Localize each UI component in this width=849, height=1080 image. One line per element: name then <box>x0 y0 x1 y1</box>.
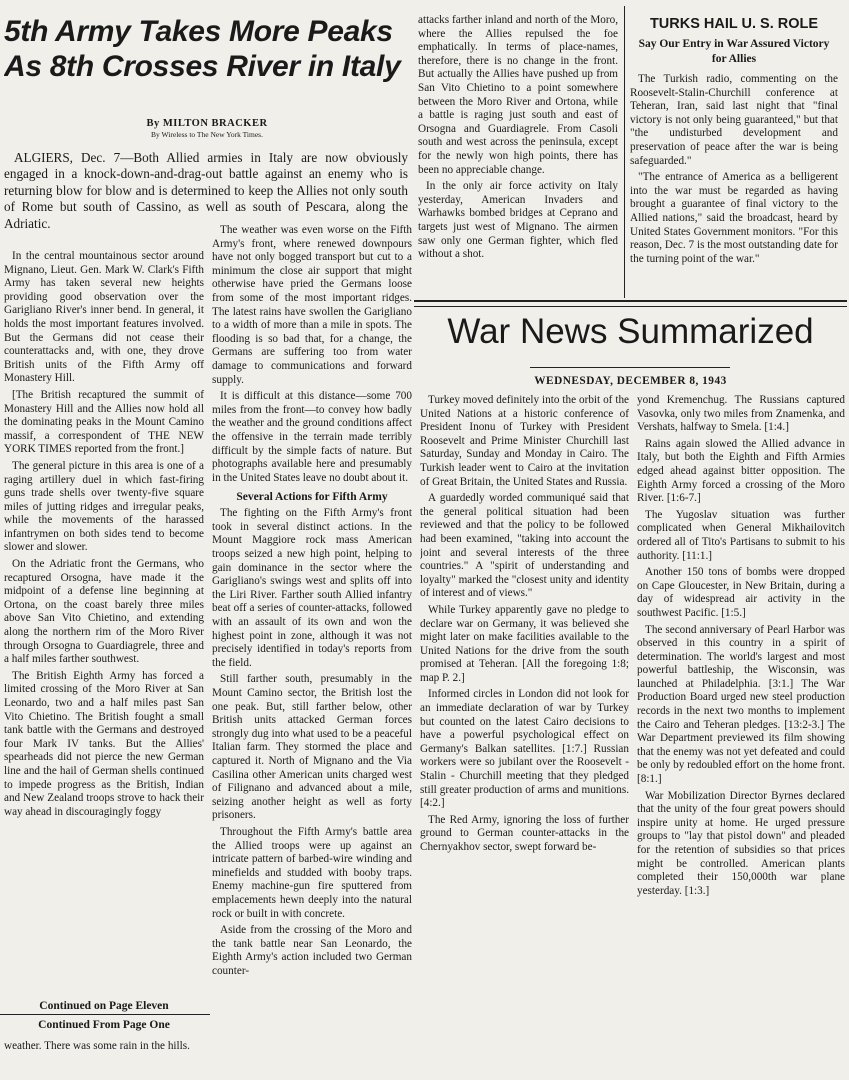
summary-dateline: WEDNESDAY, DECEMBER 8, 1943 <box>534 375 727 387</box>
col3-para: In the only air force activity on Italy yesterday, American Invaders and Warhawks bombed bridges at Ceprano and targets just west of Mignano. The airmen saw only one German fighter, which fled without a shot. <box>418 180 618 261</box>
summary-column-a <box>420 394 629 1078</box>
summary-headline: War News Summarized <box>447 312 814 351</box>
divider <box>0 1014 210 1015</box>
turks-article <box>630 8 838 298</box>
col1-tail-text: weather. There was some rain in the hills. <box>4 1040 190 1052</box>
col1-para: On the Adriatic front the Germans, who recaptured Orsogna, have made it the midpoint of a defense line beginning at Ortona, on the coast barely three miles above San Vito Chietino, and extending along the northern rim of the Moro River through Orsogna to Guardiagrele, three and a half miles farther southwest. <box>4 558 204 666</box>
divider <box>414 300 847 302</box>
summary-para: Informed circles in London did not look for an immediate declaration of war by Turkey but counted on the latest Cairo decisions to have a powerful psychological effect on Germany's Balkan satellites. [1:7.] Russian workers were so jubilant over the Roosevelt - Stalin - Churchill meeting that they pledged still greater production of arms and munitions. [4:2.] <box>420 688 629 810</box>
byline: By MILTON BRACKER <box>146 118 268 129</box>
headline-line-1: 5th Army Takes More Peaks <box>4 15 393 48</box>
summary-para: War Mobilization Director Byrnes declared that the unity of the four great powers should inspire unity at home. He urged pressure groups to "lay that pistol down" and pleaded for the retention of subsidies so that prices might be controlled. American plants completed their 150,000th war plane yesterday. [1:3.] <box>637 789 845 897</box>
summary-para: The Yugoslav situation was further complicated when General Mikhailovitch ordered all of Tito's Partisans to submit to his authority. [11:1.] <box>637 508 845 562</box>
article-column-2 <box>212 224 412 1078</box>
col2-subhead: Several Actions for Fifth Army <box>236 491 388 504</box>
col2-para: Throughout the Fifth Army's battle area the Allied troops were up against an intricate pattern of barbed-wire winding and minefields and studded with booby traps. Enemy machine-gun fire sputtered from emplacements hewn deeply into the natural rock or built in with concrete. <box>212 825 412 920</box>
summary-para: Turkey moved definitely into the orbit of the United Nations at a historic conference of President Inonu of Turkey with President Roosevelt and Prime Minister Churchill last Saturday, Sunday and Monday in Cairo. The Turkish leader went to Cairo at the invitation of Great Britain, the United States and Russia. <box>420 394 629 488</box>
summary-para: yond Kremenchug. The Russians captured Vasovka, only two miles from Znamenka, and Vershats, halfway to Smela. [1:4.] <box>637 394 845 434</box>
col2-para: The weather was even worse on the Fifth Army's front, where renewed downpours have not only bogged transport but cut to a minimum the close air support that might otherwise have pried the Germans loose from some of the most important ridges. The latest rains have swollen the Garigliano to a width of more than a mile in spots. The flooding is so bad that, for a change, the Germans are suffering too from water damage to communications and forward supply. <box>212 224 412 386</box>
divider <box>530 367 730 368</box>
headline-line-2: As 8th Crosses River in Italy <box>4 50 401 83</box>
article-column-1 <box>4 250 204 998</box>
summary-para: While Turkey apparently gave no pledge to declare war on Germany, it was believed she might later on make facilities available to the United Nations for the drive from the south promised at Teheran. [All the foregoing 1:8; map P. 2.] <box>420 603 629 684</box>
turks-para: "The entrance of America as a belligerent into the war must be regarded as having brought a guarantee of final victory to the Allied nations," said the broadcast, heard by United States Government monitors. "For this reason, Dec. 7 is the most outstanding date for the turning point of the war." <box>630 171 838 265</box>
col1-para: The British Eighth Army has forced a limited crossing of the Moro River at San Leonardo, two and a half miles past San Vito Chietino. The British fought a small tank battle with the Germans and destroyed four Mark IV tanks. But the Allies' spearheads did not pierce the new German line and the hail of German shells continued to impede progress as the British, Indian and New Zealand troops strove to hack their way ahead in discouragingly foggy <box>4 669 204 818</box>
col1-para: [The British recaptured the summit of Monastery Hill and the Allies now hold all the dominating peaks in the Mount Camino massif, a correspondent of THE NEW YORK TIMES reported from the front.] <box>4 388 204 456</box>
turks-para: The Turkish radio, commenting on the Roosevelt-Stalin-Churchill conference at Teheran, Iran, said last night that "final victory is not only being guaranteed," but that "the undisturbed development and preservation of peace after the war is being safeguarded." <box>630 73 838 167</box>
col2-para: It is difficult at this distance—some 700 miles from the front—to convey how badly the weather and the ground conditions affect the offensive in the terrain made terribly difficult by the simple facts of nature. But photographs available here and presumably in the United States leave no doubt about it. <box>212 390 412 484</box>
summary-para: The Red Army, ignoring the loss of further ground to German counter-attacks in the Chernyakhov sector, swept forward be- <box>420 813 629 853</box>
byline-credit: By Wireless to The New York Times. <box>151 130 263 139</box>
summary-para: Another 150 tons of bombs were dropped on Cape Gloucester, in New Britain, during a day of widespread air activity in the southwest Pacific. [1:5.] <box>637 566 845 619</box>
lede-text: ALGIERS, Dec. 7—Both Allied armies in Italy are now obviously engaged in a knock-down-and-drag-out battle against an enemy who is returning blow for blow and is determined to keep the Allies not only south of Rome but south of Cassino, as well as south of Pescara, along the Adriatic. <box>4 150 408 231</box>
turks-headline: TURKS HAIL U. S. ROLE <box>649 16 819 32</box>
divider <box>624 6 625 298</box>
turks-subhead: Say Our Entry in War Assured Victory for Allies <box>638 38 830 65</box>
article-column-1-tail <box>4 1040 204 1076</box>
col2-para: Still farther south, presumably in the Mount Camino sector, the British lost the one peak. But, still farther below, other British units attacked German forces strongly dug into what used to be a peaceful Italian farm. They stormed the place and captured it. North of Mignano and the Via Casilina other American units charged west of Filignano and advanced about a mile, seizing another height as well as forty prisoners. <box>212 673 412 822</box>
summary-para: Rains again slowed the Allied advance in Italy, but both the Eighth and Fifth Armies edged ahead against bitter opposition. The Eighth Army forced a crossing of the Moro River. [1:6-7.] <box>637 437 845 505</box>
summary-column-b <box>637 394 845 1078</box>
summary-para: A guardedly worded communiqué said that the general political situation had been reviewed and that the policy to be followed had been examined, "taking into account the joint and several interests of the three countries." A "spirit of understanding and loyalty" marked the "closest unity and identity of interest and of views." <box>420 492 629 600</box>
col2-para: Aside from the crossing of the Moro and the tank battle near San Leonardo, the Eighth Army's action included two German counter- <box>212 924 412 977</box>
col3-para: attacks farther inland and north of the Moro, where the Allies repulsed the foe emphatically. In terms of place-names, therefore, there is no change in the front. But actually the Allies have pushed up from San Vito Chietino to a point somewhere between the Moro River and Ortona, while a battle is raging just south and east of Orsogna and Guardiagrele. From Casoli south and west across the peninsula, except for the newly won high points, there has been no appreciable change. <box>418 14 618 176</box>
col1-para: In the central mountainous sector around Mignano, Lieut. Gen. Mark W. Clark's Fifth Army has taken several new heights providing good observation over the Garigliano River's inner bend. In general, it holds the most important features involved. But the Germans did not cease their counterattacks and, with one, they drove British units of the Fifth Army off Monastery Hill. <box>4 250 204 385</box>
continued-on-label: Continued on Page Eleven <box>39 1000 169 1012</box>
article-column-3 <box>418 14 618 294</box>
summary-headline-block <box>418 312 843 362</box>
divider <box>414 306 847 307</box>
col2-para: The fighting on the Fifth Army's front took in several distinct actions. In the Mount Maggiore rock mass American troops seized a new high point, helping to gain dominance in the sector where the Garigliano's swings west and splits off into the Liri River. Farther south Allied infantry beat off a series of counter-attacks, followed with an assault of its own and won the highest point in zone, although it was not precisely identified in today's reports from the field. <box>212 507 412 669</box>
continued-from-label: Continued From Page One <box>38 1019 170 1031</box>
summary-para: The second anniversary of Pearl Harbor was observed in this country in a spirit of determination. The world's largest and most powerful battleship, the Wisconsin, was launched at Philadelphia. [3:1.] The War Production Board urged new steel production records in the next two months to implement the Cairo and Teheran pledges. [13:2-3.] The War Department previewed its film showing that the enemy was not yet defeated and could be only by redoubled effort on the home front. [8:1.] <box>637 623 845 786</box>
summary-dateline-block <box>418 375 843 391</box>
main-headline <box>4 14 410 98</box>
col1-para: The general picture in this area is one of a raging artillery duel in which fast-firing guns trade shells over twenty-five square miles of jutting ridges and irregular peaks, while the movements of the harassed infantrymen on both sides tend to become slower and slower. <box>4 459 204 554</box>
byline-block <box>4 108 410 148</box>
